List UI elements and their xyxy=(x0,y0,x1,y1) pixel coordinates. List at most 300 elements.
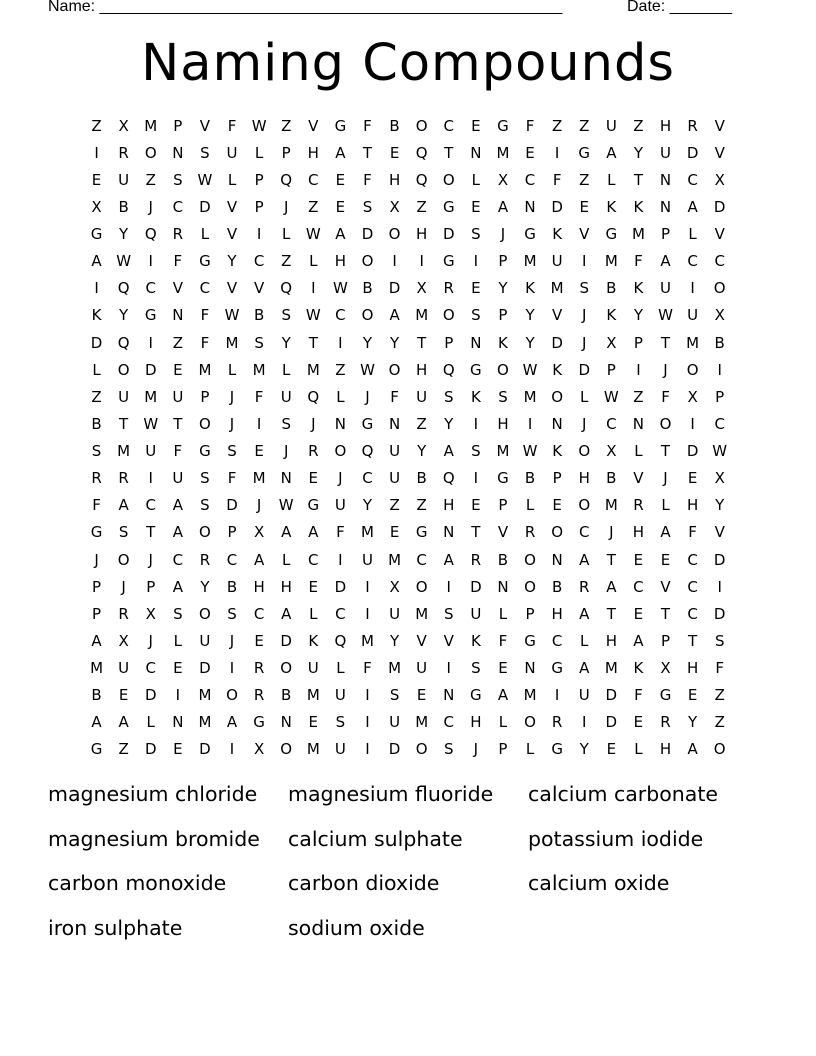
grid-letter[interactable]: F xyxy=(200,333,210,352)
grid-letter[interactable]: Y xyxy=(525,306,535,325)
grid-letter[interactable]: S xyxy=(498,387,508,406)
grid-letter[interactable]: K xyxy=(308,631,319,650)
grid-letter[interactable]: C xyxy=(687,550,698,569)
grid-letter[interactable]: J xyxy=(663,360,668,379)
grid-letter[interactable]: Q xyxy=(117,279,130,298)
grid-letter[interactable]: I xyxy=(256,414,262,433)
grid-letter[interactable]: R xyxy=(551,713,563,732)
grid-letter[interactable]: M xyxy=(306,686,320,705)
grid-letter[interactable]: G xyxy=(199,252,211,271)
grid-letter[interactable]: I xyxy=(527,414,533,433)
grid-letter[interactable]: G xyxy=(90,740,103,759)
grid-letter[interactable]: K xyxy=(470,387,481,406)
grid-letter[interactable]: A xyxy=(335,143,346,162)
grid-letter[interactable]: I xyxy=(148,469,153,488)
grid-letter[interactable]: O xyxy=(497,360,509,379)
grid-letter[interactable]: C xyxy=(416,550,427,569)
grid-letter[interactable]: H xyxy=(253,577,265,596)
grid-letter[interactable]: J xyxy=(609,523,614,542)
grid-letter[interactable]: J xyxy=(473,740,479,759)
grid-letter[interactable]: D xyxy=(144,686,157,705)
grid-letter[interactable]: X xyxy=(389,577,400,596)
grid-letter[interactable]: C xyxy=(145,496,156,515)
grid-letter[interactable]: Y xyxy=(579,740,589,759)
grid-letter[interactable]: E xyxy=(552,496,562,515)
grid-letter[interactable]: M xyxy=(523,686,537,705)
grid-letter[interactable]: Q xyxy=(361,442,374,461)
grid-letter[interactable]: O xyxy=(117,550,130,569)
grid-letter[interactable]: S xyxy=(227,604,237,623)
grid-letter[interactable]: Z xyxy=(714,713,725,732)
grid-letter[interactable]: Z xyxy=(281,116,292,135)
grid-letter[interactable]: I xyxy=(446,577,451,596)
grid-letter[interactable]: C xyxy=(172,197,184,216)
grid-letter[interactable]: A xyxy=(443,550,454,569)
grid-letter[interactable]: I xyxy=(256,225,262,244)
grid-letter[interactable]: W xyxy=(143,414,159,433)
grid-letter[interactable]: L xyxy=(688,225,697,244)
grid-letter[interactable]: V xyxy=(552,306,563,325)
grid-letter[interactable]: O xyxy=(713,279,726,298)
grid-letter[interactable]: D xyxy=(199,659,211,678)
grid-letter[interactable]: N xyxy=(443,523,455,542)
grid-letter[interactable]: X xyxy=(145,604,156,623)
grid-letter[interactable]: F xyxy=(634,252,643,271)
grid-letter[interactable]: B xyxy=(714,333,725,352)
grid-letter[interactable]: A xyxy=(91,631,102,650)
grid-letter[interactable]: G xyxy=(578,143,591,162)
grid-letter[interactable]: U xyxy=(334,740,346,759)
grid-letter[interactable]: C xyxy=(714,252,725,271)
grid-letter[interactable]: U xyxy=(660,143,671,162)
grid-letter[interactable]: F xyxy=(336,523,345,542)
grid-letter[interactable]: R xyxy=(253,686,265,705)
grid-letter[interactable]: D xyxy=(605,713,618,732)
grid-letter[interactable]: E xyxy=(389,143,400,162)
grid-letter[interactable]: P xyxy=(92,577,102,596)
grid-letter[interactable]: T xyxy=(173,414,183,433)
grid-letter[interactable]: Y xyxy=(362,333,373,352)
grid-letter[interactable]: A xyxy=(281,523,292,542)
grid-letter[interactable]: I xyxy=(148,252,153,271)
grid-letter[interactable]: T xyxy=(660,604,671,623)
grid-letter[interactable]: M xyxy=(388,659,402,678)
grid-letter[interactable]: E xyxy=(579,197,589,216)
grid-letter[interactable]: Z xyxy=(579,116,590,135)
grid-letter[interactable]: O xyxy=(199,414,211,433)
grid-letter[interactable]: J xyxy=(148,631,153,650)
grid-letter[interactable]: Z xyxy=(579,170,590,189)
grid-letter[interactable]: S xyxy=(227,442,237,461)
grid-letter[interactable]: B xyxy=(118,197,129,216)
grid-letter[interactable]: J xyxy=(663,469,668,488)
grid-letter[interactable]: C xyxy=(226,550,238,569)
grid-letter[interactable]: W xyxy=(522,360,538,379)
grid-letter[interactable]: N xyxy=(443,686,455,705)
grid-letter[interactable]: C xyxy=(145,279,156,298)
grid-letter[interactable]: V xyxy=(172,279,183,298)
grid-letter[interactable]: G xyxy=(524,225,536,244)
grid-letter[interactable]: O xyxy=(551,523,564,542)
grid-letter[interactable]: E xyxy=(471,496,481,515)
grid-letter[interactable]: A xyxy=(443,442,454,461)
grid-letter[interactable]: S xyxy=(579,279,589,298)
grid-letter[interactable]: V xyxy=(714,143,725,162)
grid-letter[interactable]: D xyxy=(144,360,157,379)
grid-letter[interactable]: L xyxy=(498,604,508,623)
grid-letter[interactable]: W xyxy=(278,496,294,515)
grid-letter[interactable]: P xyxy=(444,333,454,352)
grid-letter[interactable]: C xyxy=(199,279,211,298)
grid-letter[interactable]: Z xyxy=(416,496,427,515)
grid-letter[interactable]: A xyxy=(118,713,129,732)
grid-letter[interactable]: K xyxy=(633,197,644,216)
grid-letter[interactable]: N xyxy=(172,713,184,732)
grid-letter[interactable]: O xyxy=(442,306,455,325)
grid-letter[interactable]: X xyxy=(118,631,129,650)
grid-letter[interactable]: K xyxy=(552,225,563,244)
grid-letter[interactable]: C xyxy=(253,252,265,271)
grid-letter[interactable]: I xyxy=(392,252,397,271)
grid-letter[interactable]: H xyxy=(334,252,347,271)
grid-letter[interactable]: O xyxy=(686,360,699,379)
grid-letter[interactable]: B xyxy=(281,686,292,705)
grid-letter[interactable]: L xyxy=(634,442,643,461)
grid-letter[interactable]: L xyxy=(92,360,101,379)
grid-letter[interactable]: D xyxy=(551,197,563,216)
grid-letter[interactable]: Q xyxy=(144,225,157,244)
grid-letter[interactable]: I xyxy=(229,659,235,678)
grid-letter[interactable]: Q xyxy=(307,387,320,406)
grid-letter[interactable]: U xyxy=(551,252,563,271)
grid-letter[interactable]: J xyxy=(256,496,262,515)
grid-letter[interactable]: L xyxy=(227,360,237,379)
grid-letter[interactable]: E xyxy=(416,686,427,705)
grid-letter[interactable]: N xyxy=(659,197,672,216)
grid-letter[interactable]: W xyxy=(712,442,728,461)
grid-letter[interactable]: W xyxy=(522,442,538,461)
grid-letter[interactable]: M xyxy=(631,225,645,244)
grid-letter[interactable]: G xyxy=(415,523,428,542)
grid-letter[interactable]: U xyxy=(389,713,401,732)
grid-letter[interactable]: F xyxy=(363,116,372,135)
grid-letter[interactable]: R xyxy=(443,279,454,298)
grid-letter[interactable]: T xyxy=(633,170,643,189)
grid-letter[interactable]: D xyxy=(442,225,455,244)
grid-letter[interactable]: M xyxy=(306,360,320,379)
grid-letter[interactable]: D xyxy=(361,225,374,244)
grid-letter[interactable]: I xyxy=(690,279,695,298)
grid-letter[interactable]: R xyxy=(118,143,129,162)
grid-letter[interactable]: P xyxy=(715,387,725,406)
grid-letter[interactable]: B xyxy=(226,577,238,596)
grid-letter[interactable]: O xyxy=(415,116,428,135)
grid-letter[interactable]: A xyxy=(660,523,671,542)
grid-letter[interactable]: R xyxy=(118,469,129,488)
grid-letter[interactable]: R xyxy=(687,116,698,135)
grid-letter[interactable]: M xyxy=(523,252,537,271)
grid-letter[interactable]: E xyxy=(660,550,671,569)
grid-letter[interactable]: T xyxy=(417,333,427,352)
grid-letter[interactable]: C xyxy=(443,713,454,732)
grid-letter[interactable]: T xyxy=(146,523,156,542)
grid-letter[interactable]: J xyxy=(582,306,587,325)
grid-letter[interactable]: S xyxy=(281,414,291,433)
grid-letter[interactable]: U xyxy=(578,686,590,705)
grid-letter[interactable]: M xyxy=(686,333,700,352)
grid-letter[interactable]: Z xyxy=(416,197,427,216)
grid-letter[interactable]: G xyxy=(90,225,103,244)
grid-letter[interactable]: B xyxy=(91,414,102,433)
grid-letter[interactable]: L xyxy=(634,740,643,759)
grid-letter[interactable]: O xyxy=(117,360,130,379)
grid-letter[interactable]: F xyxy=(634,686,643,705)
grid-letter[interactable]: F xyxy=(254,387,264,406)
grid-letter[interactable]: S xyxy=(471,225,481,244)
grid-letter[interactable]: G xyxy=(199,442,211,461)
grid-letter[interactable]: X xyxy=(253,523,265,542)
grid-letter[interactable]: H xyxy=(443,496,455,515)
grid-letter[interactable]: A xyxy=(172,577,183,596)
grid-letter[interactable]: B xyxy=(524,469,536,488)
grid-letter[interactable]: D xyxy=(199,197,211,216)
grid-letter[interactable]: C xyxy=(687,170,698,189)
grid-letter[interactable]: M xyxy=(198,713,212,732)
grid-letter[interactable]: Q xyxy=(280,170,293,189)
grid-letter[interactable]: P xyxy=(606,360,616,379)
grid-letter[interactable]: K xyxy=(552,442,563,461)
grid-letter[interactable]: M xyxy=(361,523,374,542)
grid-letter[interactable]: A xyxy=(389,306,400,325)
grid-letter[interactable]: X xyxy=(389,197,400,216)
grid-letter[interactable]: D xyxy=(470,577,482,596)
grid-letter[interactable]: E xyxy=(308,577,319,596)
grid-letter[interactable]: N xyxy=(551,414,563,433)
grid-letter[interactable]: V xyxy=(308,116,319,135)
grid-letter[interactable]: P xyxy=(254,170,264,189)
grid-letter[interactable]: C xyxy=(524,170,536,189)
grid-letter[interactable]: P xyxy=(633,333,643,352)
grid-letter[interactable]: J xyxy=(121,577,126,596)
grid-letter[interactable]: G xyxy=(442,252,455,271)
grid-letter[interactable]: O xyxy=(415,577,428,596)
grid-letter[interactable]: I xyxy=(554,686,560,705)
grid-letter[interactable]: A xyxy=(579,659,590,678)
grid-letter[interactable]: L xyxy=(173,631,182,650)
grid-letter[interactable]: O xyxy=(361,252,374,271)
grid-letter[interactable]: C xyxy=(578,523,590,542)
grid-letter[interactable]: C xyxy=(633,577,644,596)
grid-letter[interactable]: C xyxy=(335,604,346,623)
grid-letter[interactable]: I xyxy=(94,279,99,298)
grid-letter[interactable]: L xyxy=(580,387,589,406)
grid-letter[interactable]: U xyxy=(389,604,401,623)
grid-letter[interactable]: X xyxy=(714,469,725,488)
grid-letter[interactable]: S xyxy=(200,496,210,515)
grid-letter[interactable]: J xyxy=(582,414,587,433)
grid-letter[interactable]: N xyxy=(334,414,346,433)
grid-letter[interactable]: R xyxy=(524,523,536,542)
grid-letter[interactable]: B xyxy=(606,279,617,298)
grid-letter[interactable]: S xyxy=(335,713,346,732)
grid-letter[interactable]: D xyxy=(280,631,292,650)
grid-letter[interactable]: I xyxy=(473,469,479,488)
grid-letter[interactable]: I xyxy=(338,333,343,352)
grid-letter[interactable]: I xyxy=(365,740,370,759)
grid-letter[interactable]: M xyxy=(415,713,429,732)
grid-letter[interactable]: R xyxy=(118,604,129,623)
grid-letter[interactable]: J xyxy=(311,414,316,433)
grid-letter[interactable]: D xyxy=(605,686,618,705)
grid-letter[interactable]: M xyxy=(604,659,618,678)
grid-letter[interactable]: U xyxy=(361,550,373,569)
grid-letter[interactable]: A xyxy=(660,252,671,271)
grid-letter[interactable]: N xyxy=(470,143,482,162)
grid-letter[interactable]: C xyxy=(362,469,373,488)
grid-letter[interactable]: Z xyxy=(389,496,400,515)
grid-letter[interactable]: L xyxy=(498,713,508,732)
grid-letter[interactable]: O xyxy=(524,713,536,732)
grid-letter[interactable]: C xyxy=(308,170,319,189)
grid-letter[interactable]: N xyxy=(280,713,292,732)
grid-letter[interactable]: W xyxy=(116,252,132,271)
grid-letter[interactable]: P xyxy=(281,143,291,162)
grid-letter[interactable]: E xyxy=(687,686,698,705)
grid-letter[interactable]: J xyxy=(283,197,289,216)
grid-letter[interactable]: B xyxy=(389,116,400,135)
grid-letter[interactable]: H xyxy=(686,659,699,678)
grid-letter[interactable]: V xyxy=(253,279,265,298)
grid-letter[interactable]: C xyxy=(606,414,617,433)
grid-letter[interactable]: D xyxy=(144,740,157,759)
grid-letter[interactable]: T xyxy=(444,143,454,162)
grid-letter[interactable]: I xyxy=(338,550,343,569)
grid-letter[interactable]: H xyxy=(416,360,428,379)
grid-letter[interactable]: D xyxy=(578,360,591,379)
grid-letter[interactable]: D xyxy=(388,740,401,759)
grid-letter[interactable]: Q xyxy=(442,360,455,379)
grid-letter[interactable]: Q xyxy=(415,143,428,162)
grid-letter[interactable]: M xyxy=(117,442,131,461)
grid-letter[interactable]: L xyxy=(282,360,291,379)
grid-letter[interactable]: O xyxy=(388,360,401,379)
grid-letter[interactable]: O xyxy=(578,496,591,515)
grid-letter[interactable]: G xyxy=(90,523,103,542)
grid-letter[interactable]: G xyxy=(307,496,320,515)
grid-letter[interactable]: H xyxy=(632,523,645,542)
grid-letter[interactable]: D xyxy=(199,740,211,759)
grid-letter[interactable]: M xyxy=(523,387,537,406)
grid-letter[interactable]: F xyxy=(363,170,372,189)
grid-letter[interactable]: L xyxy=(200,225,210,244)
grid-letter[interactable]: E xyxy=(118,686,129,705)
grid-letter[interactable]: F xyxy=(92,496,101,515)
grid-letter[interactable]: K xyxy=(498,333,508,352)
grid-letter[interactable]: N xyxy=(497,577,509,596)
grid-letter[interactable]: X xyxy=(416,279,427,298)
grid-letter[interactable]: U xyxy=(307,659,319,678)
grid-letter[interactable]: O xyxy=(524,550,536,569)
grid-letter[interactable]: S xyxy=(471,306,481,325)
grid-letter[interactable]: B xyxy=(253,306,265,325)
grid-letter[interactable]: M xyxy=(252,469,266,488)
grid-letter[interactable]: A xyxy=(687,740,698,759)
grid-letter[interactable]: X xyxy=(714,306,725,325)
grid-letter[interactable]: M xyxy=(198,360,212,379)
grid-letter[interactable]: L xyxy=(661,496,670,515)
grid-letter[interactable]: Q xyxy=(117,333,130,352)
grid-letter[interactable]: F xyxy=(525,116,535,135)
grid-letter[interactable]: B xyxy=(362,279,373,298)
grid-letter[interactable]: L xyxy=(580,631,589,650)
grid-letter[interactable]: E xyxy=(471,197,481,216)
grid-letter[interactable]: H xyxy=(470,713,482,732)
grid-letter[interactable]: V xyxy=(226,225,238,244)
grid-letter[interactable]: H xyxy=(659,116,672,135)
grid-letter[interactable]: J xyxy=(229,414,235,433)
grid-letter[interactable]: C xyxy=(443,116,454,135)
grid-letter[interactable]: H xyxy=(551,604,563,623)
grid-letter[interactable]: P xyxy=(525,604,535,623)
grid-letter[interactable]: E xyxy=(687,469,698,488)
grid-letter[interactable]: G xyxy=(551,659,563,678)
grid-letter[interactable]: U xyxy=(145,442,157,461)
grid-letter[interactable]: M xyxy=(198,686,212,705)
grid-letter[interactable]: U xyxy=(199,631,211,650)
grid-letter[interactable]: M xyxy=(604,496,618,515)
grid-letter[interactable]: H xyxy=(686,496,699,515)
grid-letter[interactable]: K xyxy=(552,360,563,379)
grid-letter[interactable]: A xyxy=(308,523,319,542)
grid-letter[interactable]: P xyxy=(254,197,264,216)
grid-letter[interactable]: U xyxy=(416,387,428,406)
grid-letter[interactable]: N xyxy=(172,306,184,325)
grid-letter[interactable]: X xyxy=(687,387,698,406)
grid-letter[interactable]: E xyxy=(335,197,346,216)
grid-letter[interactable]: E xyxy=(633,713,644,732)
grid-letter[interactable]: L xyxy=(309,252,318,271)
grid-letter[interactable]: Y xyxy=(633,306,643,325)
grid-letter[interactable]: P xyxy=(498,496,508,515)
grid-letter[interactable]: I xyxy=(311,279,316,298)
grid-letter[interactable]: M xyxy=(225,333,239,352)
grid-letter[interactable]: C xyxy=(308,550,319,569)
grid-letter[interactable]: T xyxy=(606,604,616,623)
grid-letter[interactable]: K xyxy=(470,631,481,650)
grid-letter[interactable]: D xyxy=(686,442,699,461)
grid-letter[interactable]: O xyxy=(199,604,211,623)
grid-letter[interactable]: O xyxy=(280,659,293,678)
grid-letter[interactable]: V xyxy=(633,469,644,488)
grid-letter[interactable]: S xyxy=(444,387,454,406)
grid-letter[interactable]: W xyxy=(251,116,267,135)
grid-letter[interactable]: G xyxy=(334,116,347,135)
grid-letter[interactable]: R xyxy=(470,550,482,569)
grid-letter[interactable]: I xyxy=(473,252,479,271)
grid-letter[interactable]: M xyxy=(496,442,510,461)
grid-letter[interactable]: U xyxy=(470,604,482,623)
grid-letter[interactable]: A xyxy=(579,550,590,569)
grid-letter[interactable]: R xyxy=(660,713,671,732)
grid-letter[interactable]: Y xyxy=(498,279,508,298)
grid-letter[interactable]: R xyxy=(633,496,644,515)
grid-letter[interactable]: B xyxy=(497,550,509,569)
grid-letter[interactable]: S xyxy=(173,170,183,189)
grid-letter[interactable]: U xyxy=(118,387,130,406)
grid-letter[interactable]: I xyxy=(365,713,370,732)
grid-letter[interactable]: Z xyxy=(335,360,346,379)
grid-letter[interactable]: L xyxy=(525,740,535,759)
